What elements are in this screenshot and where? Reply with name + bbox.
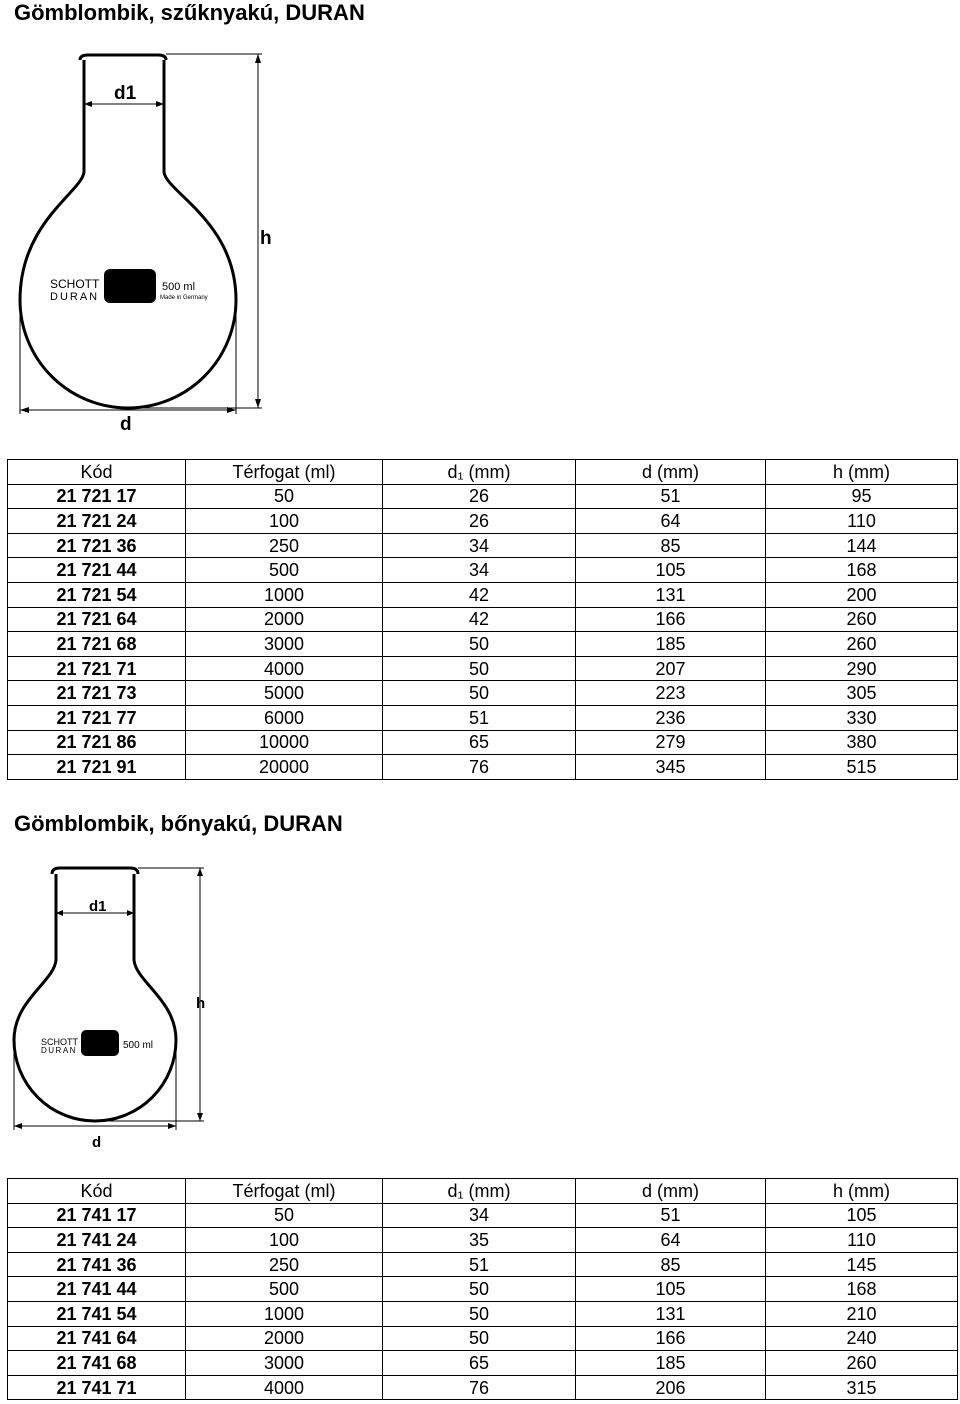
cell-volume: 4000 [186, 656, 383, 681]
d-arrow-right [168, 1123, 176, 1129]
cell-volume: 4000 [186, 1375, 383, 1400]
brand-top-text: SCHOTT [50, 277, 100, 291]
cell-d: 207 [576, 656, 766, 681]
cell-h: 260 [766, 632, 958, 657]
cell-volume: 2000 [186, 1326, 383, 1351]
cell-code: 21 741 44 [8, 1277, 186, 1302]
cell-h: 168 [766, 1277, 958, 1302]
cell-code: 21 721 86 [8, 730, 186, 755]
header-d1: d₁ (mm) [383, 460, 576, 485]
table-row [8, 1351, 958, 1376]
d-label: d [120, 414, 132, 435]
table-row [8, 582, 958, 607]
cell-d: 206 [576, 1375, 766, 1400]
d-label: d [92, 1134, 102, 1151]
cell-d1: 65 [383, 1351, 576, 1376]
cell-d1: 65 [383, 730, 576, 755]
cell-d: 105 [576, 1277, 766, 1302]
cell-code: 21 721 73 [8, 681, 186, 706]
label-print-area [104, 269, 156, 303]
cell-h: 168 [766, 558, 958, 583]
cell-d1: 34 [383, 558, 576, 583]
cell-d: 166 [576, 1326, 766, 1351]
d-arrow-left [20, 407, 29, 413]
table-row [8, 632, 958, 657]
cell-d: 185 [576, 1351, 766, 1376]
cell-d: 51 [576, 484, 766, 509]
header-code: Kód [8, 1179, 186, 1204]
table-row [8, 1277, 958, 1302]
cell-volume: 3000 [186, 632, 383, 657]
h-label: h [260, 228, 272, 249]
cell-d1: 42 [383, 607, 576, 632]
header-volume: Térfogat (ml) [186, 1179, 383, 1204]
cell-d1: 50 [383, 656, 576, 681]
h-arrow-top [255, 54, 261, 63]
cell-d: 64 [576, 509, 766, 534]
cell-h: 380 [766, 730, 958, 755]
made-in-text: Made in Germany [160, 295, 208, 301]
brand-top-text: SCHOTT [41, 1037, 78, 1047]
table-row [8, 1326, 958, 1351]
cell-d1: 50 [383, 1326, 576, 1351]
h-arrow-bottom [255, 399, 261, 408]
h-label: h [196, 995, 206, 1012]
cell-h: 110 [766, 1228, 958, 1253]
cell-code: 21 741 71 [8, 1375, 186, 1400]
cell-code: 21 721 91 [8, 755, 186, 780]
cell-d1: 51 [383, 705, 576, 730]
cell-volume: 1000 [186, 1301, 383, 1326]
cell-h: 144 [766, 533, 958, 558]
cell-d1: 35 [383, 1228, 576, 1253]
wide-neck-flask-table [7, 1178, 958, 1400]
cell-volume: 500 [186, 558, 383, 583]
cell-code: 21 721 24 [8, 509, 186, 534]
cell-code: 21 721 44 [8, 558, 186, 583]
brand-bottom-text: DURAN [41, 1046, 77, 1055]
cell-volume: 250 [186, 1252, 383, 1277]
cell-code: 21 721 64 [8, 607, 186, 632]
narrow-neck-flask-diagram [0, 28, 420, 448]
cell-volume: 100 [186, 1228, 383, 1253]
cell-code: 21 721 68 [8, 632, 186, 657]
cell-h: 145 [766, 1252, 958, 1277]
header-volume: Térfogat (ml) [186, 460, 383, 485]
table-header-row [8, 460, 958, 485]
flask-rim [52, 868, 138, 874]
cell-d: 131 [576, 1301, 766, 1326]
section-title-narrow-neck: Gömblombik, szűknyakú, DURAN [14, 0, 365, 25]
table-row [8, 558, 958, 583]
wide-neck-flask-diagram [0, 858, 330, 1160]
cell-d: 236 [576, 705, 766, 730]
cell-volume: 50 [186, 484, 383, 509]
header-code: Kód [8, 460, 186, 485]
cell-code: 21 721 17 [8, 484, 186, 509]
table-row [8, 1228, 958, 1253]
cell-volume: 100 [186, 509, 383, 534]
cell-d: 85 [576, 1252, 766, 1277]
cell-code: 21 741 68 [8, 1351, 186, 1376]
volume-text: 500 ml [162, 281, 196, 293]
cell-code: 21 741 36 [8, 1252, 186, 1277]
table-row [8, 705, 958, 730]
cell-h: 305 [766, 681, 958, 706]
cell-h: 315 [766, 1375, 958, 1400]
cell-volume: 20000 [186, 755, 383, 780]
cell-code: 21 721 36 [8, 533, 186, 558]
table-row [8, 607, 958, 632]
narrow-neck-flask-table [7, 459, 958, 780]
cell-d1: 51 [383, 1252, 576, 1277]
table-row [8, 484, 958, 509]
brand-bottom-text: DURAN [50, 291, 100, 303]
cell-h: 110 [766, 509, 958, 534]
table-header-row [8, 1179, 958, 1204]
cell-d1: 42 [383, 582, 576, 607]
cell-d: 51 [576, 1203, 766, 1228]
cell-d1: 76 [383, 1375, 576, 1400]
d-arrow-left [14, 1123, 22, 1129]
h-arrow-bottom [197, 1113, 203, 1121]
cell-d1: 50 [383, 1301, 576, 1326]
cell-d1: 34 [383, 1203, 576, 1228]
cell-volume: 50 [186, 1203, 383, 1228]
h-arrow-top [197, 868, 203, 876]
cell-code: 21 741 54 [8, 1301, 186, 1326]
cell-h: 515 [766, 755, 958, 780]
table-row [8, 1375, 958, 1400]
cell-d: 131 [576, 582, 766, 607]
d1-label: d1 [114, 83, 137, 104]
cell-volume: 5000 [186, 681, 383, 706]
cell-volume: 1000 [186, 582, 383, 607]
flask-rim [80, 55, 166, 60]
cell-h: 330 [766, 705, 958, 730]
cell-volume: 500 [186, 1277, 383, 1302]
cell-h: 260 [766, 1351, 958, 1376]
cell-code: 21 721 71 [8, 656, 186, 681]
cell-d1: 50 [383, 681, 576, 706]
label-print-area [81, 1030, 119, 1056]
cell-d1: 76 [383, 755, 576, 780]
cell-d: 85 [576, 533, 766, 558]
cell-h: 240 [766, 1326, 958, 1351]
cell-h: 105 [766, 1203, 958, 1228]
cell-code: 21 721 54 [8, 582, 186, 607]
cell-d1: 50 [383, 632, 576, 657]
table-row [8, 1301, 958, 1326]
cell-d1: 26 [383, 484, 576, 509]
cell-h: 210 [766, 1301, 958, 1326]
table-row [8, 1252, 958, 1277]
cell-h: 290 [766, 656, 958, 681]
cell-d: 185 [576, 632, 766, 657]
cell-h: 200 [766, 582, 958, 607]
cell-volume: 6000 [186, 705, 383, 730]
header-d1: d₁ (mm) [383, 1179, 576, 1204]
table-row [8, 509, 958, 534]
cell-d1: 34 [383, 533, 576, 558]
cell-volume: 250 [186, 533, 383, 558]
cell-code: 21 741 64 [8, 1326, 186, 1351]
cell-volume: 2000 [186, 607, 383, 632]
volume-text: 500 ml [123, 1040, 154, 1051]
header-h: h (mm) [766, 1179, 958, 1204]
table-row [8, 755, 958, 780]
flask-outline [20, 60, 236, 408]
header-d: d (mm) [576, 460, 766, 485]
section-title-wide-neck: Gömblombik, bőnyakú, DURAN [14, 811, 343, 836]
cell-code: 21 721 77 [8, 705, 186, 730]
cell-d: 345 [576, 755, 766, 780]
cell-h: 260 [766, 607, 958, 632]
table-row [8, 681, 958, 706]
cell-h: 95 [766, 484, 958, 509]
table-row [8, 1203, 958, 1228]
table-row [8, 730, 958, 755]
cell-volume: 3000 [186, 1351, 383, 1376]
cell-d: 279 [576, 730, 766, 755]
table-row [8, 533, 958, 558]
cell-d: 64 [576, 1228, 766, 1253]
cell-code: 21 741 24 [8, 1228, 186, 1253]
header-h: h (mm) [766, 460, 958, 485]
cell-volume: 10000 [186, 730, 383, 755]
header-d: d (mm) [576, 1179, 766, 1204]
table-row [8, 656, 958, 681]
cell-d: 166 [576, 607, 766, 632]
d1-label: d1 [89, 898, 107, 915]
cell-d1: 26 [383, 509, 576, 534]
cell-code: 21 741 17 [8, 1203, 186, 1228]
cell-d: 223 [576, 681, 766, 706]
cell-d: 105 [576, 558, 766, 583]
cell-d1: 50 [383, 1277, 576, 1302]
